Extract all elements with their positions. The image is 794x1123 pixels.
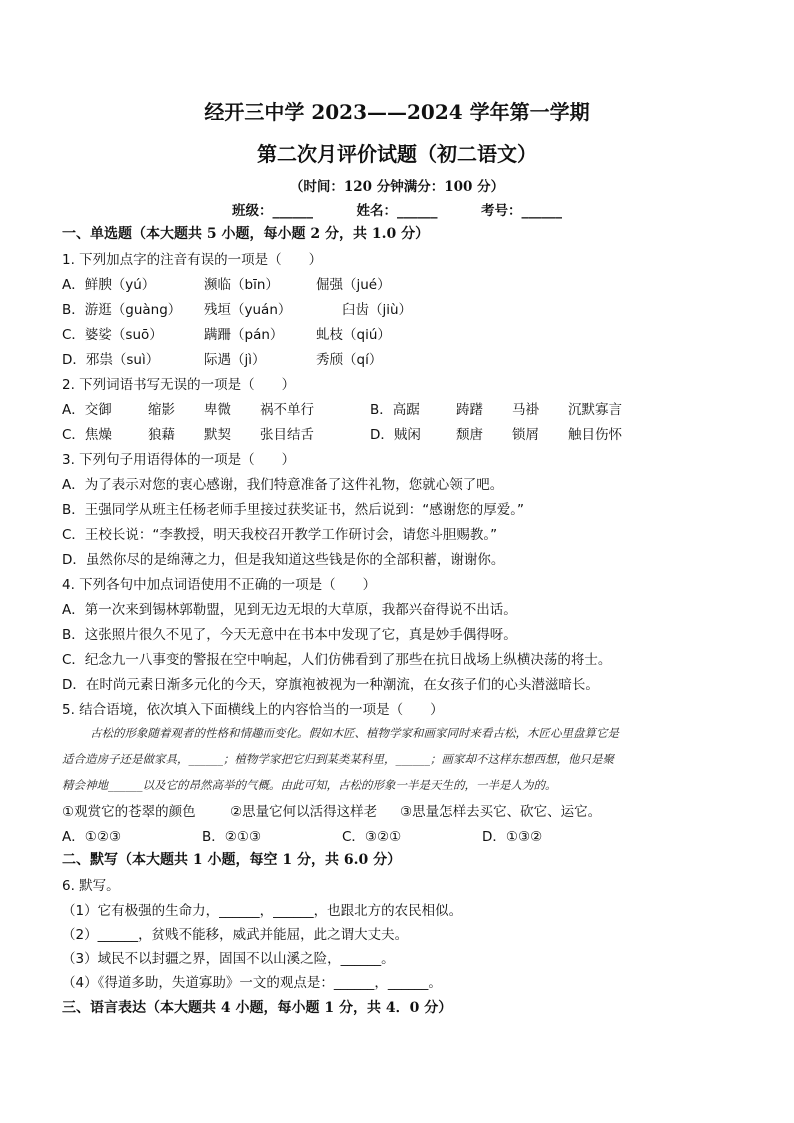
exam-number-field: 考号：______ bbox=[481, 203, 562, 219]
exam-subtitle: 第二次月评价试题（初二语文） bbox=[257, 142, 537, 166]
q4-stem: 4. 下列各句中加点词语使用不正确的一项是（ ） bbox=[62, 577, 377, 593]
q5-answer-a: A．①②③ bbox=[62, 829, 122, 845]
q6-item-2: （2）______，贫贱不能移，威武并能屈，此之谓大丈夫。 bbox=[62, 927, 409, 943]
q1-b-1: B．游逛（guàng） bbox=[62, 302, 182, 318]
q2-d-2: 颓唐 bbox=[456, 427, 483, 443]
q1-stem: 1. 下列加点字的注音有误的一项是（ ） bbox=[62, 252, 323, 268]
section-1-heading: 一、单选题（本大题共 5 小题，每小题 2 分，共 1.0 分） bbox=[62, 226, 430, 242]
section-2-heading: 二、默写（本大题共 1 小题，每空 1 分，共 6.0 分） bbox=[62, 852, 402, 868]
q1-d-2: 际遇（jì） bbox=[204, 352, 266, 368]
q5-choice-2: ②思量它何以活得这样老 bbox=[230, 804, 378, 820]
q3-option-d: D．虽然你尽的是绵薄之力，但是我知道这些钱是你的全部积蓄，谢谢你。 bbox=[62, 552, 505, 568]
q2-stem: 2. 下列词语书写无误的一项是（ ） bbox=[62, 377, 296, 393]
q5-answer-b: B．②①③ bbox=[202, 829, 262, 845]
q1-c-1: C．婆娑（suō） bbox=[62, 327, 163, 343]
q3-stem: 3. 下列句子用语得体的一项是（ ） bbox=[62, 452, 296, 468]
q6-stem: 6. 默写。 bbox=[62, 878, 120, 894]
q4-option-b: B．这张照片很久不见了，今天无意中在书本中发现了它，真是妙手偶得呀。 bbox=[62, 627, 517, 643]
q2-d-3: 锁屑 bbox=[512, 427, 539, 443]
q1-a-2: 濒临（bīn） bbox=[204, 277, 279, 293]
q1-b-2: 残垣（yuán） bbox=[204, 302, 292, 318]
q2-a-3: 卑微 bbox=[204, 402, 231, 418]
q1-c-3: 虬枝（qiú） bbox=[316, 327, 391, 343]
q6-item-3: （3）域民不以封疆之界，固国不以山溪之险，______。 bbox=[62, 951, 395, 967]
class-field: 班级：______ bbox=[232, 203, 313, 219]
q2-a-1: A．交御 bbox=[62, 402, 112, 418]
q5-answer-c: C．③②① bbox=[342, 829, 402, 845]
exam-title: 经开三中学 2023——2024 学年第一学期 bbox=[204, 100, 590, 124]
q6-item-1: （1）它有极强的生命力，______，______，也跟北方的农民相似。 bbox=[62, 903, 463, 919]
q5-passage-line-3: 精会神地______以及它的昂然高举的气概。由此可知，古松的形象一半是天生的，一半是人为的。 bbox=[62, 778, 557, 792]
q2-a-4: 祸不单行 bbox=[260, 402, 314, 418]
q3-option-c: C．王校长说：“李教授，明天我校召开教学工作研讨会，请您斗胆赐教。” bbox=[62, 527, 498, 543]
q2-b-2: 踌躇 bbox=[456, 402, 483, 418]
q5-stem: 5. 结合语境，依次填入下面横线上的内容恰当的一项是（ ） bbox=[62, 702, 444, 718]
q4-option-a: A．第一次来到锡林郭勒盟，见到无边无垠的大草原，我都兴奋得说不出话。 bbox=[62, 602, 517, 618]
q2-c-4: 张目结舌 bbox=[260, 427, 314, 443]
student-info-line bbox=[0, 199, 794, 219]
q1-c-2: 蹒跚（pán） bbox=[204, 327, 284, 343]
q5-choice-1: ①观赏它的苍翠的颜色 bbox=[62, 804, 196, 820]
q5-answer-d: D．①③② bbox=[482, 829, 543, 845]
q3-option-a: A．为了表示对您的衷心感谢，我们特意准备了这件礼物，您就心领了吧。 bbox=[62, 477, 504, 493]
q2-b-1: B．高踞 bbox=[370, 402, 420, 418]
q2-c-2: 狼藉 bbox=[148, 427, 175, 443]
name-field: 姓名：______ bbox=[356, 203, 438, 219]
q2-c-3: 默契 bbox=[204, 427, 231, 443]
q2-b-3: 马褂 bbox=[512, 402, 539, 418]
time-info: （时间：120 分钟满分：100 分） bbox=[289, 179, 505, 195]
q5-passage-line-2: 适合造房子还是做家具，______；植物学家把它归到某类某科里，______；画家却不这样东想西想，他只是聚 bbox=[62, 752, 614, 766]
q2-d-4: 触目伤怀 bbox=[568, 427, 622, 443]
q5-passage-line-1: 古松的形象随着观者的性格和情趣而变化。假如木匠、植物学家和画家同时来看古松，木匠心里盘算它是 bbox=[90, 726, 619, 740]
section-3-heading: 三、语言表达（本大题共 4 小题，每小题 1 分，共 4．0 分） bbox=[62, 1000, 453, 1016]
q3-option-b: B．王强同学从班主任杨老师手里接过获奖证书，然后说到：“感谢您的厚爱。” bbox=[62, 502, 524, 518]
q2-a-2: 缩影 bbox=[148, 402, 175, 418]
q1-b-3: 臼齿（jiù） bbox=[342, 302, 413, 318]
q2-b-4: 沉默寡言 bbox=[568, 402, 622, 418]
q2-c-1: C．焦燥 bbox=[62, 427, 112, 443]
q6-item-4: （4）《得道多助，失道寡助》一文的观点是：______，______。 bbox=[62, 975, 442, 991]
q5-choice-3: ③思量怎样去买它、砍它、运它。 bbox=[400, 804, 602, 820]
q1-d-1: D．邪祟（suì） bbox=[62, 352, 160, 368]
q4-option-c: C．纪念九一八事变的警报在空中响起，人们仿佛看到了那些在抗日战场上纵横决荡的将士。 bbox=[62, 652, 612, 668]
q2-d-1: D．贼闲 bbox=[370, 427, 421, 443]
q1-a-3: 倔强（jué） bbox=[316, 277, 391, 293]
q1-a-1: A．鲜腴（yú） bbox=[62, 277, 156, 293]
q1-d-3: 秀颀（qí） bbox=[316, 352, 383, 368]
q4-option-d: D．在时尚元素日渐多元化的今天，穿旗袍被视为一种潮流，在女孩子们的心头潜滋暗长。 bbox=[62, 677, 599, 693]
